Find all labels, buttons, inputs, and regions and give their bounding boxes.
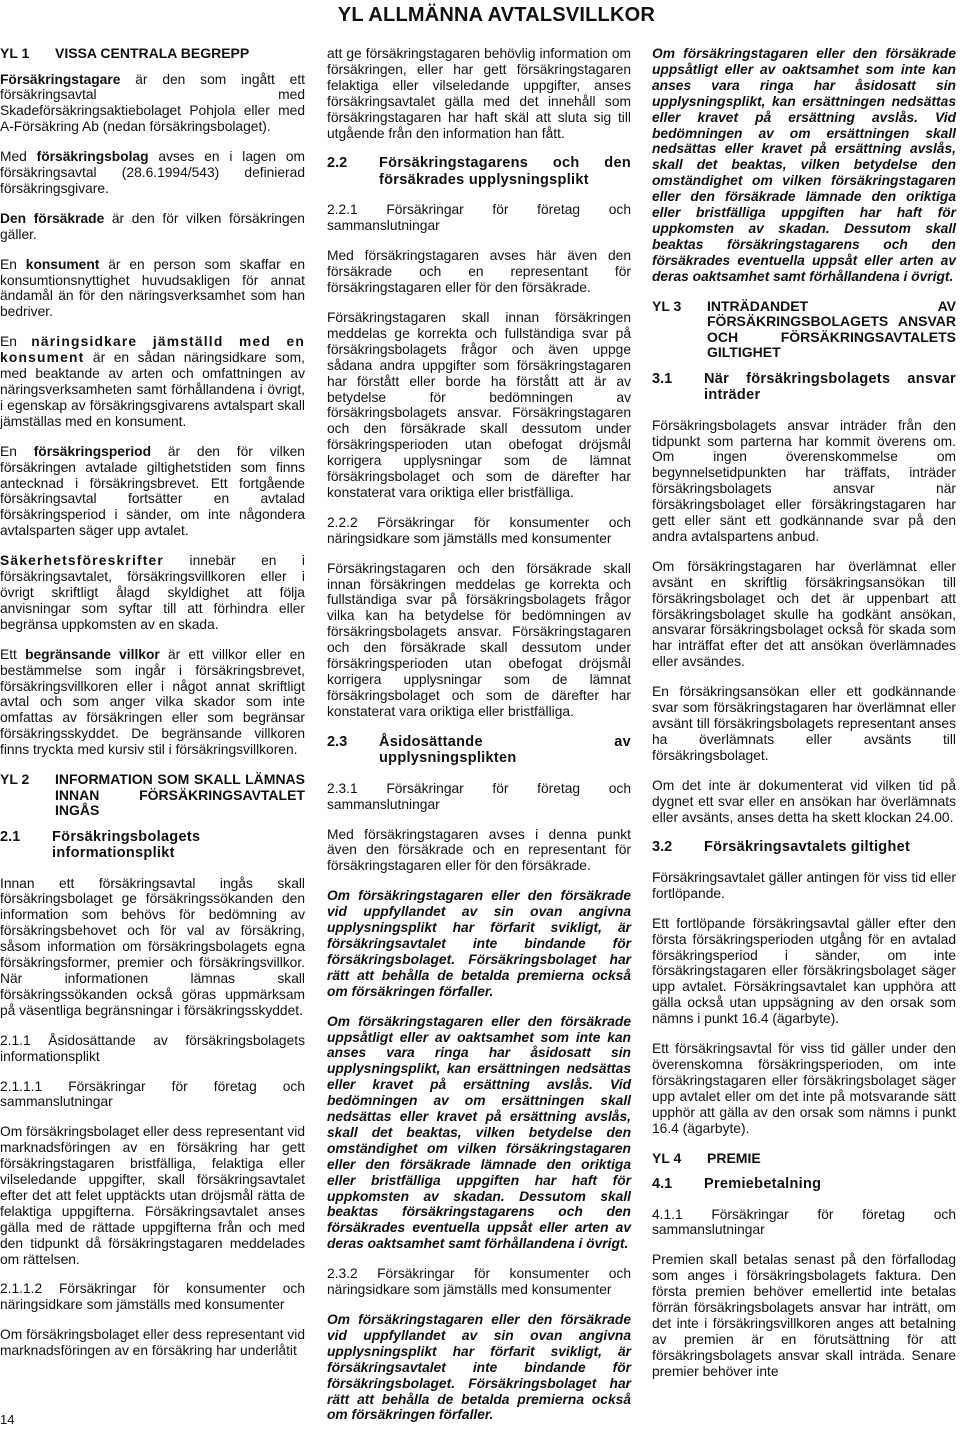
- subsection-title: Försäkringsbolagets informationsplikt: [52, 828, 201, 862]
- definition-paragraph: [0, 444, 305, 539]
- subsection-number: 3.1: [652, 370, 673, 387]
- section-title: VISSA CENTRALA BEGREPP: [55, 45, 250, 61]
- defined-term: begränsande villkor: [25, 646, 160, 662]
- subsection-heading-2-1: [0, 829, 305, 862]
- body-paragraph: Premien skall betalas senast på den förfallodag som anges i försäkringsbolagets faktura. Den första premien behöver emellertid inte betalas förrän försäkringsbolagets ansvar har inträtt, om det inte i försäkringsvillkoren anges att betalning av premien är en förutsättning för att försäkringsbolagets ansvar skall inträda. Senare premier behöver inte: [652, 1252, 956, 1379]
- clause-heading: 4.1.1 Försäkringar för företag och sammanslutningar: [652, 1206, 956, 1238]
- definition-paragraph: [0, 334, 305, 429]
- body-paragraph: Försäkringsbolagets ansvar inträder från den tidpunkt som parterna har kommit överens om. Om ingen överenskommelse om begynnelsetidpunkten har träffats, inträder försäkringsbolagets ansvar när försäkringsbolaget eller försäkringstagaren har gett eller sänt ett godkännande svar på den andra avtalspartens anbud.: [652, 417, 956, 544]
- subsection-number: 3.2: [652, 839, 673, 856]
- page-number: 14: [0, 1412, 15, 1427]
- body-paragraph: Ett försäkringsavtal för viss tid gäller under den överenskomna försäkringsperioden, om inte försäkringstagaren eller försäkringsbolaget säger upp avtalet eller om det inte på motsvarande sätt upphör att gälla av den orsak som nämns i punkt 16.4 (ägarbyte).: [652, 1041, 956, 1136]
- section-heading-yl2: [0, 772, 305, 819]
- subsection-title: När försäkringsbolagets ansvar inträder: [704, 370, 956, 404]
- defined-term: konsument: [25, 256, 100, 272]
- subsection-title: Åsidosättande av upplysningsplikten: [379, 733, 631, 767]
- defined-term: Den försäkrade: [0, 210, 105, 226]
- column-3: [652, 46, 956, 1394]
- definition-paragraph: [0, 257, 305, 321]
- body-paragraph: Om det inte är dokumenterat vid vilken tid på dygnet ett svar eller en ansökan har överlämnats eller avsänts, anses detta ha skett klockan 24.00.: [652, 777, 956, 825]
- restriction-paragraph: Om försäkringstagaren eller den försäkrade uppsåtligt eller av oaktsamhet som inte kan anses vara ringa har åsidosatt sin upplysningsplikt, kan ersättningen nedsättas eller kravet på ersättning avslås. Vid bedömningen av om ersättningen skall nedsättas eller kravet på ersättning avslås, skall det beaktas, vilken betydelse den omständighet om vilken försäkringstagaren eller den försäkrade lämnade den oriktiga eller bristfälliga uppgiften har haft för uppkomsten av skadan. Dessutom skall beaktas försäkringstagarens och den försäkrades eventuella uppsåt eller arten av deras oaktsamhet samt förhållandena i övrigt.: [327, 1013, 631, 1252]
- subsection-number: 2.2: [327, 155, 348, 172]
- definition-text: En: [0, 256, 26, 272]
- definition-paragraph: [0, 647, 305, 758]
- clause-heading: 2.2.1 Försäkringar för företag och sammanslutningar: [327, 202, 631, 234]
- definition-paragraph: [0, 72, 305, 136]
- definition-text: är den för vilken försäkringen avtalade giltighetstiden som finns antecknad i försäkringsbrevet. Ett fortgående försäkringsavtal fortsätter en avtalad försäkringsperiod i sänder, om inte någondera avtalsparten säger upp avtalet.: [0, 443, 305, 539]
- restriction-paragraph: Om försäkringstagaren eller den försäkrade vid uppfyllandet av sin ovan angivna upplysningsplikt har förfarit svikligt, är försäkringsavtalet inte bindande för försäkringsbolaget. Försäkringsbolaget har rätt att behålla de betalda premierna också om försäkringen förfaller.: [327, 1312, 631, 1423]
- clause-heading: 2.3.1 Försäkringar för företag och sammanslutningar: [327, 780, 631, 812]
- subsection-number: 4.1: [652, 1176, 673, 1193]
- page-title: YL ALLMÄNNA AVTALSVILLKOR: [337, 4, 655, 26]
- body-paragraph: Försäkringstagaren och den försäkrade skall innan försäkringen meddelas ge korrekta och fullständiga svar på försäkringsbolagets frågor vilka kan ha betydelse för bedömningen av försäkringsbolagets ansvar. Försäkringstagaren och den försäkrade skall dessutom under försäkringsperioden utan obefogat dröjsmål korrigera upplysningar som de lämnat försäkringsbolaget och som de därefter har konstaterat vara oriktiga eller bristfälliga.: [327, 560, 631, 719]
- subsection-heading-3-2: [652, 839, 956, 856]
- subsection-heading-2-3: [327, 734, 631, 767]
- clause-heading: 2.2.2 Försäkringar för konsumenter och näringsidkare som jämställs med konsumenter: [327, 514, 631, 546]
- subsection-title: Försäkringstagarens och den försäkrades upplysningsplikt: [379, 155, 631, 188]
- body-paragraph: En försäkringsansökan eller ett godkännande svar som försäkringstagaren har överlämnat eller avsänt till försäkringsbolagets representant anses ha överlämnats eller avsänts till försäkringsbolaget.: [652, 684, 956, 763]
- subsection-heading-4-1: [652, 1176, 956, 1193]
- section-title: INFORMATION SOM SKALL LÄMNAS INNAN FÖRSÄKRINGSAVTALET INGÅS: [55, 771, 305, 819]
- definition-text: En: [0, 334, 32, 350]
- defined-term: försäkringsbolag: [36, 149, 149, 165]
- body-paragraph: Ett fortlöpande försäkringsavtal gäller efter den första försäkringsperioden utgång för en avtalad försäkringsperiod i sänder, om inte försäkringstagaren eller försäkringsbolaget säger upp avtalet. Försäkringsavtalet kan upphöra att gälla också utan uppsägning av den orsak som nämns i punkt 16.4 (ägarbyte).: [652, 915, 956, 1027]
- subsection-title: Premiebetalning: [704, 1176, 822, 1193]
- subsection-number: 2.3: [327, 733, 348, 750]
- subsection-heading-3-1: [652, 371, 956, 404]
- column-1: [0, 46, 305, 1373]
- section-number: YL 1: [0, 45, 30, 61]
- definition-text: Med: [0, 149, 37, 165]
- section-title: INTRÄDANDET AV FÖRSÄKRINGSBOLAGETS ANSVAR OCH FÖRSÄKRINGSAVTALETS GILTIGHET: [707, 297, 956, 361]
- definition-text: är den som ingått ett försäkringsavtal med Skadeförsäkringsaktiebolaget Pohjola eller med A-Försäkring Ab (nedan försäkringsbolaget).: [0, 71, 305, 135]
- clause-heading: 2.1.1 Åsidosättande av försäkringsbolagets informationsplikt: [0, 1032, 305, 1064]
- definition-text: är den för vilken försäkringen gäller.: [0, 210, 305, 242]
- defined-term: Försäkringstagare: [0, 71, 121, 87]
- defined-term: försäkringsperiod: [33, 443, 152, 459]
- subsection-title: Försäkringsavtalets giltighet: [704, 839, 911, 856]
- body-paragraph: att ge försäkringstagaren behövlig information om försäkringen, eller har gett försäkringstagaren felaktiga eller vilseledande uppgifter, anses försäkringsavtalet gälla med det innehåll som försäkringstagaren har haft skäl att sluta sig till utgående från den information han fått.: [327, 46, 631, 141]
- section-title: PREMIE: [707, 1149, 761, 1166]
- body-paragraph: Med försäkringstagaren avses i denna punkt även den försäkrade och en representant för försäkringstagaren eller för den försäkrade.: [327, 826, 631, 874]
- definition-text: avses en i lagen om försäkringsavtal (28.6.1994/543) definierad försäkringsgivare.: [0, 149, 305, 196]
- section-number: YL 3: [652, 297, 682, 314]
- section-heading-yl4: [652, 1151, 956, 1167]
- body-paragraph: Försäkringsavtalet gäller antingen för viss tid eller fortlöpande.: [652, 869, 956, 901]
- clause-heading: 2.1.1.1 Försäkringar för företag och sammanslutningar: [0, 1078, 305, 1110]
- body-paragraph: Innan ett försäkringsavtal ingås skall försäkringsbolaget ge försäkringssökanden den information som behövs för bedömning av försäkringsbehovet och för val av försäkring, såsom information om försäkringsbolagets egna försäkringsformer, premier och försäkringsvillkor. När informationen lämnas skall försäkringssökanden också göras uppmärksam på väsentliga begränsningar i försäkringsskyddet.: [0, 875, 305, 1018]
- definition-text: är ett villkor eller en bestämmelse som ingår i försäkringsbrevet, försäkringsvillkoren eller i något annat skriftligt avtal och som anger vilka skador som inte omfattas av försäkringen eller som begränsar försäkringsskyddet. De begränsande villkoren finns tryckta med kursiv stil i försäkringsvillkoren.: [0, 646, 306, 758]
- definition-text: innebär en i försäkringsavtalet, försäkringsvillkoren eller i övrigt skriftligt ålagd skyldighet att följa anvisningar som syftar till att förhindra eller begränsa uppkomsten av en skada.: [0, 553, 305, 632]
- definition-paragraph: [0, 211, 305, 243]
- clause-heading: 2.3.2 Försäkringar för konsumenter och näringsidkare som jämställs med konsumenter: [327, 1266, 631, 1298]
- body-paragraph: Med försäkringstagaren avses här även den försäkrade och en representant för försäkringstagaren eller för den försäkrade.: [327, 248, 631, 296]
- column-2: [327, 46, 631, 1437]
- definition-text: är en sådan näringsidkare som, med beaktande av arten och omfattningen av näringsverksamheten samt förhållandena i övrigt, i egenskap av försäkringsgivarens avtalspart skall jämställas med en konsument.: [0, 350, 305, 429]
- definition-paragraph: [0, 149, 305, 197]
- definition-paragraph: [0, 553, 305, 633]
- restriction-paragraph: Om försäkringstagaren eller den försäkrade vid uppfyllandet av sin ovan angivna upplysningsplikt har förfarit svikligt, är försäkringsavtalet inte bindande för försäkringsbolaget. Försäkringsbolaget har rätt att behålla de betalda premierna också om försäkringen förfaller.: [327, 888, 631, 999]
- restriction-paragraph: Om försäkringstagaren eller den försäkrade uppsåtligt eller av oaktsamhet som inte kan anses vara ringa har åsidosatt sin upplysningsplikt, kan ersättningen nedsättas eller kravet på ersättning avslås. Vid bedömningen av om ersättningen skall nedsättas eller kravet på ersättning avslås, skall det beaktas, vilken betydelse den omständighet om vilken försäkringstagaren eller den försäkrade lämnade den oriktiga eller bristfälliga uppgiften har haft för uppkomsten av skadan. Dessutom skall beaktas försäkringstagarens och den försäkrades eventuella uppsåt eller arten av deras oaktsamhet samt förhållandena i övrigt.: [652, 46, 956, 284]
- subsection-number: 2.1: [0, 828, 21, 845]
- section-heading-yl1: [0, 46, 305, 62]
- definition-text: Ett: [0, 646, 26, 662]
- subsection-heading-2-2: [327, 155, 631, 188]
- section-number: YL 4: [652, 1149, 682, 1166]
- definition-text: är en person som skaffar en konsumtionsnyttighet huvudsakligen för annat ändamål än för den näringsverksamhet som han bedriver.: [0, 256, 305, 320]
- section-heading-yl3: [652, 299, 956, 361]
- defined-term: näringsidkare jämställd med en konsument: [0, 334, 305, 366]
- body-paragraph: Om försäkringsbolaget eller dess representant vid marknadsföringen av en försäkring har underlåtit: [0, 1327, 305, 1359]
- definition-text: En: [0, 443, 34, 459]
- body-paragraph: Om försäkringstagaren har överlämnat eller avsänt en skriftlig försäkringsansökan till försäkringsbolaget och det är uppenbart att försäkringsbolaget skulle ha godkänt ansökan, ansvarar försäkringsbolaget också för skada som har inträffat efter det att ansökan överlämnades eller avsändes.: [652, 558, 956, 670]
- body-paragraph: Om försäkringsbolaget eller dess representant vid marknadsföringen av en försäkring har gett försäkringstagaren bristfälliga, felaktiga eller vilseledande uppgifter, skall försäkringsavtalet efter det att felet upptäckts utan dröjsmål rätta de felaktiga uppgifterna. Försäkringsavtalet anses gälla med de rättade uppgifterna från och med den tidpunkt då försäkringstagaren meddelades om rättelsen.: [0, 1124, 305, 1267]
- defined-term: Säkerhetsföreskrifter: [0, 553, 165, 569]
- section-number: YL 2: [0, 771, 30, 788]
- clause-heading: 2.1.1.2 Försäkringar för konsumenter och näringsidkare som jämställs med konsumenter: [0, 1281, 305, 1313]
- body-paragraph: Försäkringstagaren skall innan försäkringen meddelas ge korrekta och fullständiga svar på försäkringsbolagets frågor och även uppge sådana andra uppgifter som försäkringstagaren har förstått eller borde ha förstått att är av betydelse för bedömningen av försäkringsbolagets ansvar. Försäkringstagaren och den försäkrade skall dessutom under försäkringsperioden utan obefogat dröjsmål korrigera upplysningar som de lämnat försäkringsbolaget och som de därefter har konstaterat vara oriktiga eller bristfälliga.: [327, 309, 631, 500]
